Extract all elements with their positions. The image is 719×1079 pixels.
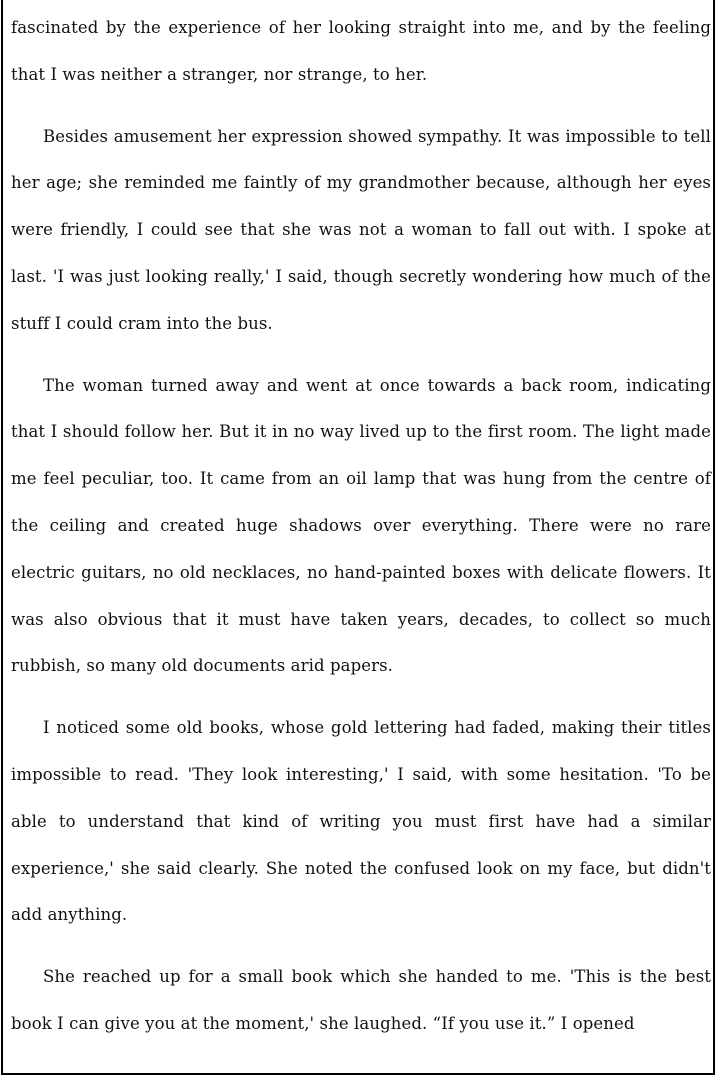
document-body (11, 5, 711, 1063)
paragraph-3: The woman turned away and went at once towards a back room, indicating that I should follow her. But it in no way lived up to the first room. The light made me feel peculiar, too. It came from an oil lamp that was hung from the centre of the ceiling and created huge shadows over everything. There were no rare electric guitars, no old necklaces, no hand-painted boxes with delicate flowers. It was also obvious that it must have taken years, decades, to collect so much rubbish, so many old documents arid papers. (11, 375, 711, 676)
paragraph-4: I noticed some old books, whose gold lettering had faded, making their titles impossible to read. 'They look interesting,' I said, with some hesitation. 'To be able to understand that kind of writing you must first have had a similar experience,' she said clearly. She noted the confused look on my face, but didn't add anything. (11, 718, 711, 925)
paragraph-1: fascinated by the experience of her looking straight into me, and by the feeling that I was neither a stranger, nor strange, to her. (11, 18, 711, 84)
paragraph-2: Besides amusement her expression showed sympathy. It was impossible to tell her age; she reminded me faintly of my grandmother because, although her eyes were friendly, I could see that she was not a woman to fall out with. I spoke at last. 'I was just looking really,' I said, though secretly wondering how much of the stuff I could cram into the bus. (11, 126, 711, 333)
document-page (1, 0, 715, 1075)
paragraph-5: She reached up for a small book which she handed to me. 'This is the best book I can give you at the moment,' she laughed. “If you use it.” I opened (11, 967, 711, 1033)
